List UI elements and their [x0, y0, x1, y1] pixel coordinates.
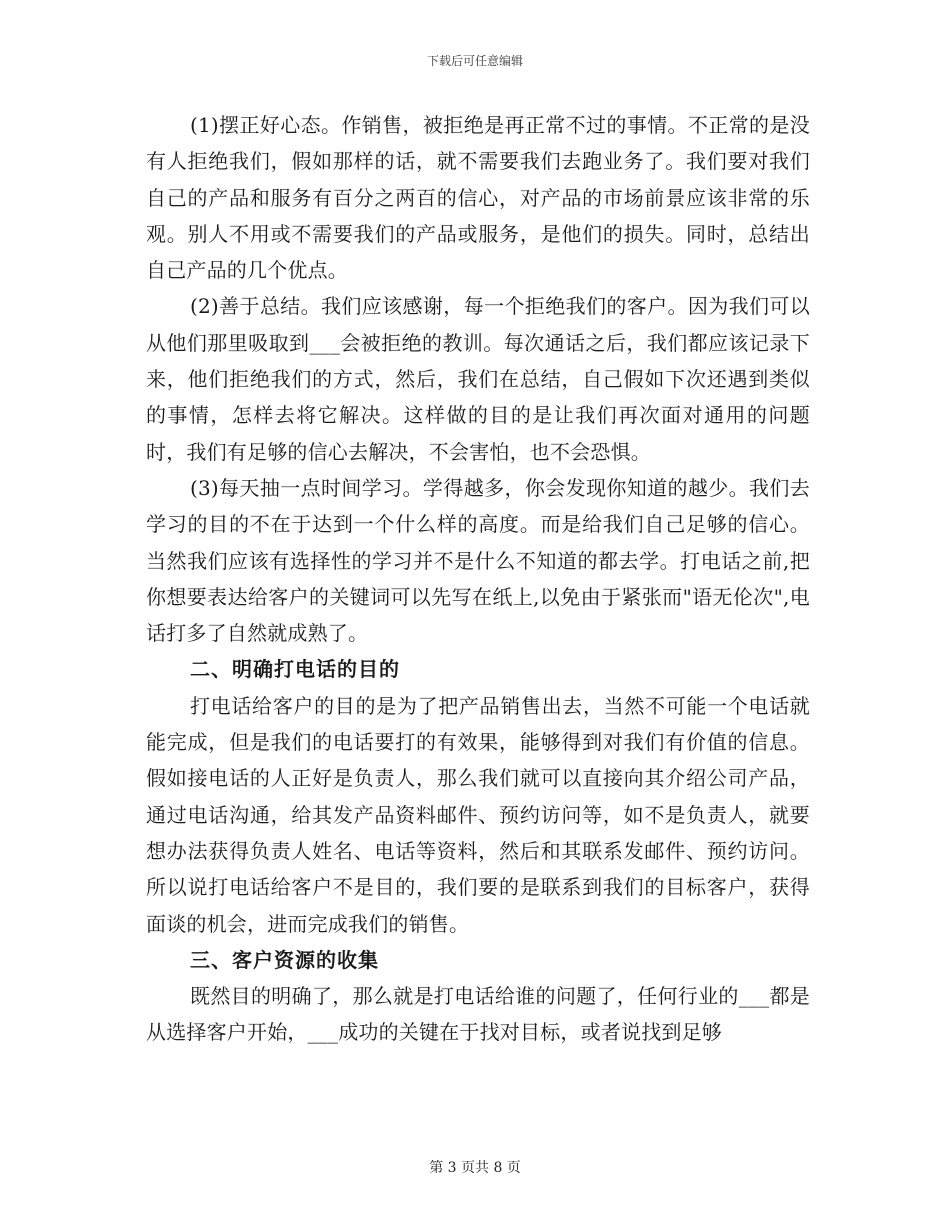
paragraph-study: (3)每天抽一点时间学习。学得越多，你会发现你知道的越少。我们去学习的目的不在于达到一个什么样的高度。而是给我们自己足够的信心。当然我们应该有选择性的学习并不是什么不知道的都去学。打电话之前,把你想要表达给客户的关键词可以先写在纸上,以免由于紧张而"语无伦次",电话打多了自然就成熟了。: [146, 475, 810, 646]
document-body: [146, 107, 810, 1051]
section-heading-purpose: 二、明确打电话的目的: [190, 657, 400, 682]
paragraph-mindset: (1)摆正好心态。作销售，被拒绝是再正常不过的事情。不正常的是没有人拒绝我们，假如那样的话，就不需要我们去跑业务了。我们要对我们自己的产品和服务有百分之两百的信心，对产品的市场前景应该非常的乐观。别人不用或不需要我们的产品或服务，是他们的损失。同时，总结出自己产品的几个优点。: [146, 113, 810, 283]
section-heading-customer-resources: 三、客户资源的收集: [190, 947, 379, 972]
page-number: 第 3 页共 8 页: [429, 1160, 521, 1176]
page-header: 下载后可任意编辑: [426, 54, 523, 68]
paragraph-purpose: 打电话给客户的目的是为了把产品销售出去，当然不可能一个电话就能完成，但是我们的电话要打的有效果，能够得到对我们有价值的信息。假如接电话的人正好是负责人，那么我们就可以直接向其介绍公司产品，通过电话沟通，给其发产品资料邮件、预约访问等，如不是负责人，就要想办法获得负责人姓名、电话等资料，然后和其联系发邮件、预约访问。所以说打电话给客户不是目的，我们要的是联系到我们的目标客户，获得面谈的机会，进而完成我们的销售。: [146, 693, 810, 936]
paragraph-customer-resources: 既然目的明确了，那么就是打电话给谁的问题了，任何行业的___都是从选择客户开始，___成功的关键在于找对目标，或者说找到足够: [146, 984, 810, 1045]
paragraph-summarize: (2)善于总结。我们应该感谢，每一个拒绝我们的客户。因为我们可以从他们那里吸取到___会被拒绝的教训。每次通话之后，我们都应该记录下来，他们拒绝我们的方式，然后，我们在总结，自己假如下次还遇到类似的事情，怎样去将它解决。这样做的目的是让我们再次面对通用的问题时，我们有足够的信心去解决，不会害怕，也不会恐惧。: [146, 294, 810, 464]
